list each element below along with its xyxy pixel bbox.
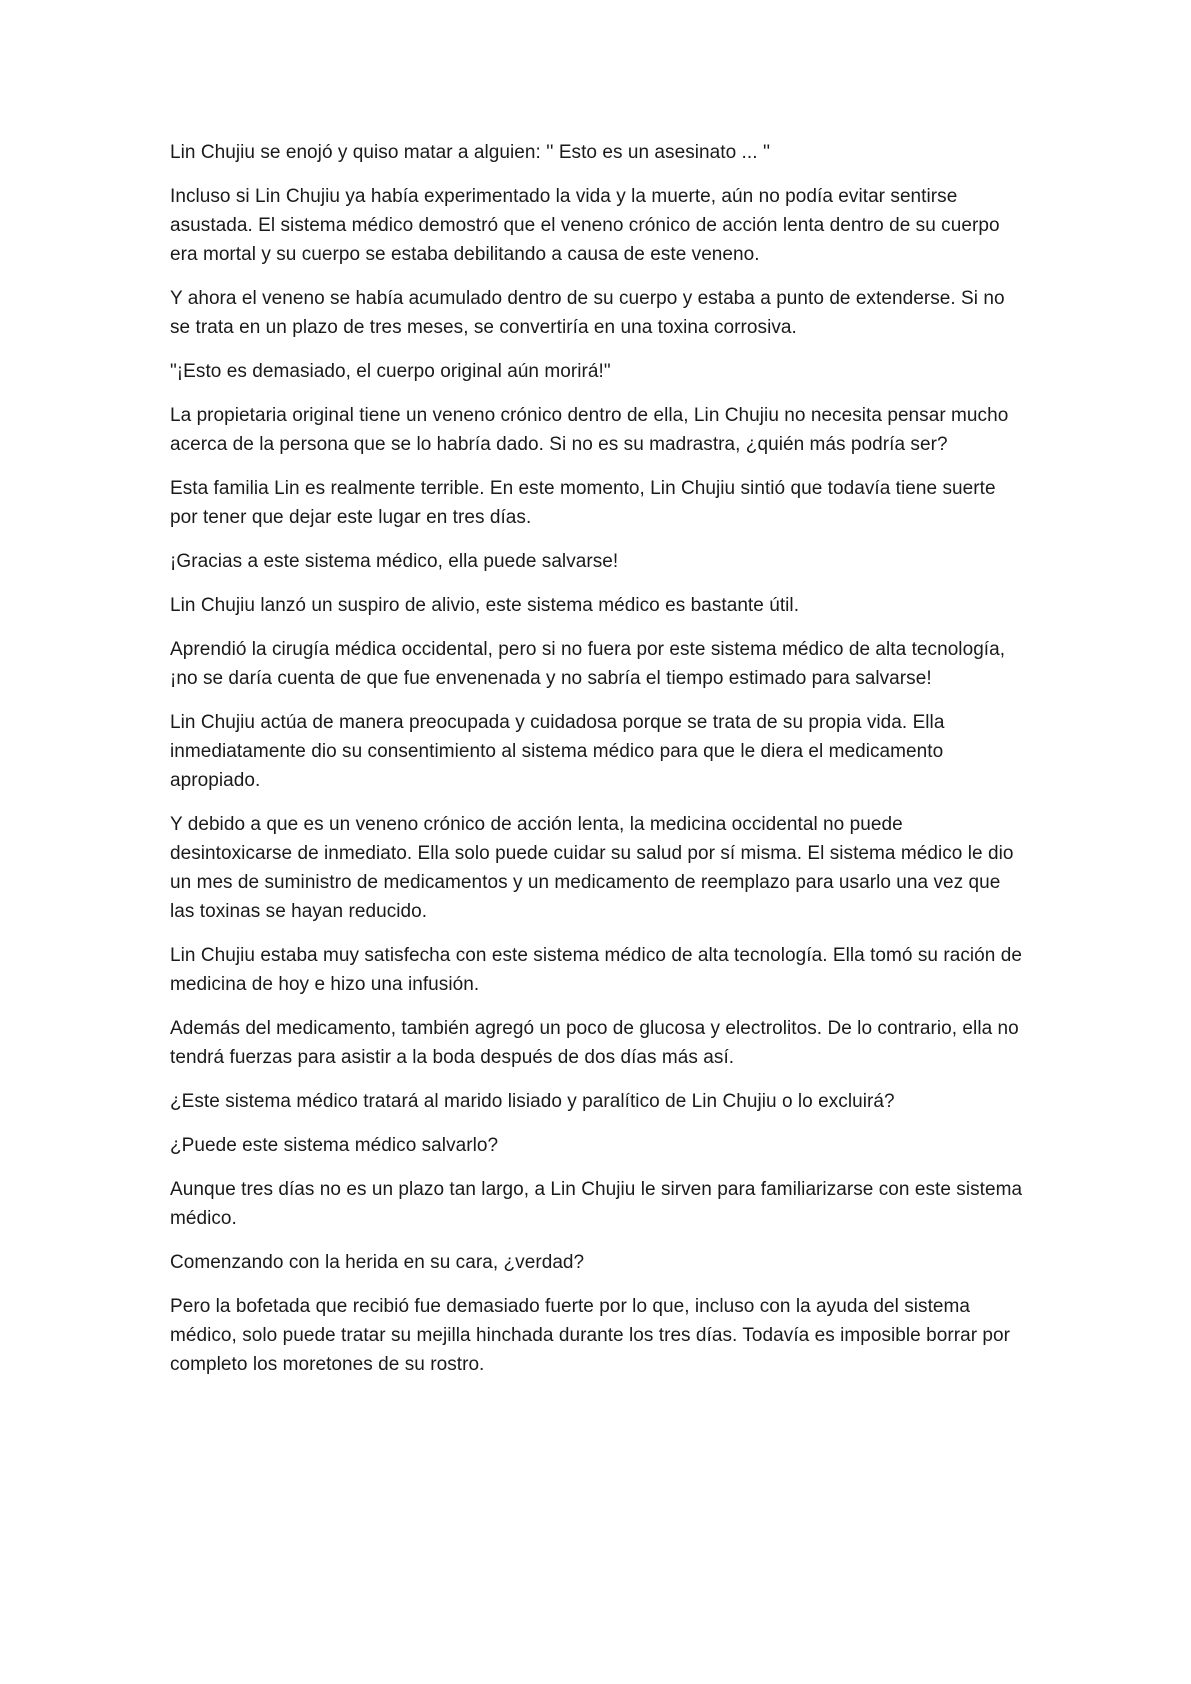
paragraph: Incluso si Lin Chujiu ya había experimentado la vida y la muerte, aún no podía evitar sentirse asustada. El sistema médico demostró que el veneno crónico de acción lenta dentro de su cuerpo era mortal y su cuerpo se estaba debilitando a causa de este veneno.	[170, 186, 1000, 265]
paragraph: ¿Este sistema médico tratará al marido lisiado y paralítico de Lin Chujiu o lo excluirá?	[170, 1091, 895, 1112]
paragraph: Lin Chujiu lanzó un suspiro de alivio, este sistema médico es bastante útil.	[170, 595, 800, 616]
paragraph: Y debido a que es un veneno crónico de acción lenta, la medicina occidental no puede desintoxicarse de inmediato. Ella solo puede cuidar su salud por sí misma. El sistema médico le dio un mes de suministro de medicamentos y un medicamento de reemplazo para usarlo una vez que las toxinas se hayan reducido.	[170, 814, 1014, 922]
paragraph: La propietaria original tiene un veneno crónico dentro de ella, Lin Chujiu no necesita pensar mucho acerca de la persona que se lo habría dado. Si no es su madrastra, ¿quién más podría ser?	[170, 405, 1009, 455]
paragraph: Aunque tres días no es un plazo tan largo, a Lin Chujiu le sirven para familiarizarse con este sistema médico.	[170, 1179, 1023, 1229]
document-body	[170, 138, 1028, 1394]
paragraph: "¡Esto es demasiado, el cuerpo original aún morirá!"	[170, 361, 611, 382]
paragraph: Lin Chujiu actúa de manera preocupada y cuidadosa porque se trata de su propia vida. Ella inmediatamente dio su consentimiento al sistema médico para que le diera el medicamento apropiado.	[170, 712, 945, 791]
paragraph: Aprendió la cirugía médica occidental, pero si no fuera por este sistema médico de alta tecnología, ¡no se daría cuenta de que fue envenenada y no sabría el tiempo estimado para salvarse!	[170, 639, 1006, 689]
paragraph: Lin Chujiu estaba muy satisfecha con este sistema médico de alta tecnología. Ella tomó su ración de medicina de hoy e hizo una infusión.	[170, 945, 1022, 995]
paragraph: Comenzando con la herida en su cara, ¿verdad?	[170, 1252, 585, 1273]
paragraph: Y ahora el veneno se había acumulado dentro de su cuerpo y estaba a punto de extenderse. Si no se trata en un plazo de tres meses, se convertiría en una toxina corrosiva.	[170, 288, 1005, 338]
paragraph: Además del medicamento, también agregó un poco de glucosa y electrolitos. De lo contrario, ella no tendrá fuerzas para asistir a la boda después de dos días más así.	[170, 1018, 1019, 1068]
paragraph: Pero la bofetada que recibió fue demasiado fuerte por lo que, incluso con la ayuda del sistema médico, solo puede tratar su mejilla hinchada durante los tres días. Todavía es imposible borrar por completo los moretones de su rostro.	[170, 1296, 1011, 1375]
paragraph: ¿Puede este sistema médico salvarlo?	[170, 1135, 499, 1156]
paragraph: Esta familia Lin es realmente terrible. En este momento, Lin Chujiu sintió que todavía tiene suerte por tener que dejar este lugar en tres días.	[170, 478, 996, 528]
paragraph: ¡Gracias a este sistema médico, ella puede salvarse!	[170, 551, 619, 572]
paragraph: Lin Chujiu se enojó y quiso matar a alguien: '' Esto es un asesinato ... ''	[170, 142, 771, 163]
